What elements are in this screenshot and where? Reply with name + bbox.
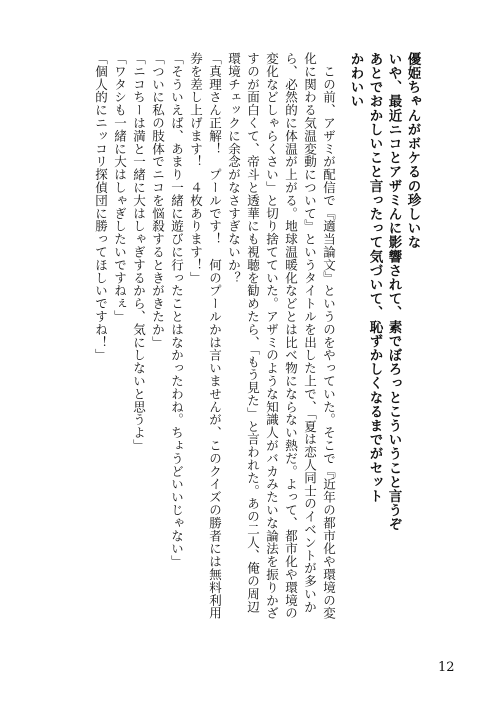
narrative-line-4: 変化などしゃらくさい」と切り捨てていた。アザミのような知識人がバカみたいな論法を振りかざ xyxy=(264,52,280,620)
dialogue-line-6: 「ワタシも一緒に大はしゃぎしたいですねぇ」 xyxy=(112,52,128,323)
dialogue-line-2: 券を差し上げます！ ４枚あります！」 xyxy=(188,52,204,285)
dialogue-line-1: 「真理さん正解！ プールです！ 何のプールかは言いませんが、このクイズの勝者には無料利用 xyxy=(207,52,223,620)
narrative-line-5: すのが面白くて、帝斗と透華にも視聴を勧めたら、「もう見た」と言われた。あの二人、俺の周辺 xyxy=(245,52,261,614)
chat-line-3: あとでおかしいこと言ったって気づいて、恥ずかしくなるまでがセット xyxy=(366,52,383,504)
dialogue-line-3: 「そういえば、あまり一緒に遊びに行ったことはなかったわね。ちょうどいいじゃない」 xyxy=(169,52,185,568)
narrative-line-1: この前、アザミが配信で『適当論文』というのをやっていた。そこで『近年の都市化や環境の変 xyxy=(321,52,337,620)
narrative-line-3: ら、必然的に体温が上がる。地球温暖化などとは比べ物にならない熱だ。よって、都市化や環境の xyxy=(283,52,299,620)
dialogue-line-7: 「個人的にニッコリ探偵団に勝ってほしいですね！」 xyxy=(93,52,109,362)
narrative-line-6: 環境チェックに余念がなさすぎないか？ xyxy=(226,52,242,285)
page-number: 12 xyxy=(438,660,455,675)
chat-line-2: いや、最近ニコとアザミんに影響されて、素でぼろっとこういうこと言うぞ xyxy=(385,52,402,532)
dialogue-line-5: 「ニコちーは満と一緒に大はしゃぎするから、気にしないと思うよ」 xyxy=(131,52,147,452)
dialogue-line-4: 「ついに私の肢体でニコを悩殺するときがきたか」 xyxy=(150,52,166,349)
narrative-line-2: 化に関わる気温変動について』というタイトルを出した上で、「夏は恋人同士のイベントが多いか xyxy=(302,52,318,614)
chat-line-1: 優姫ちゃんがボケるの珍しいな xyxy=(404,52,421,250)
chat-line-4: かわいい xyxy=(347,52,364,109)
